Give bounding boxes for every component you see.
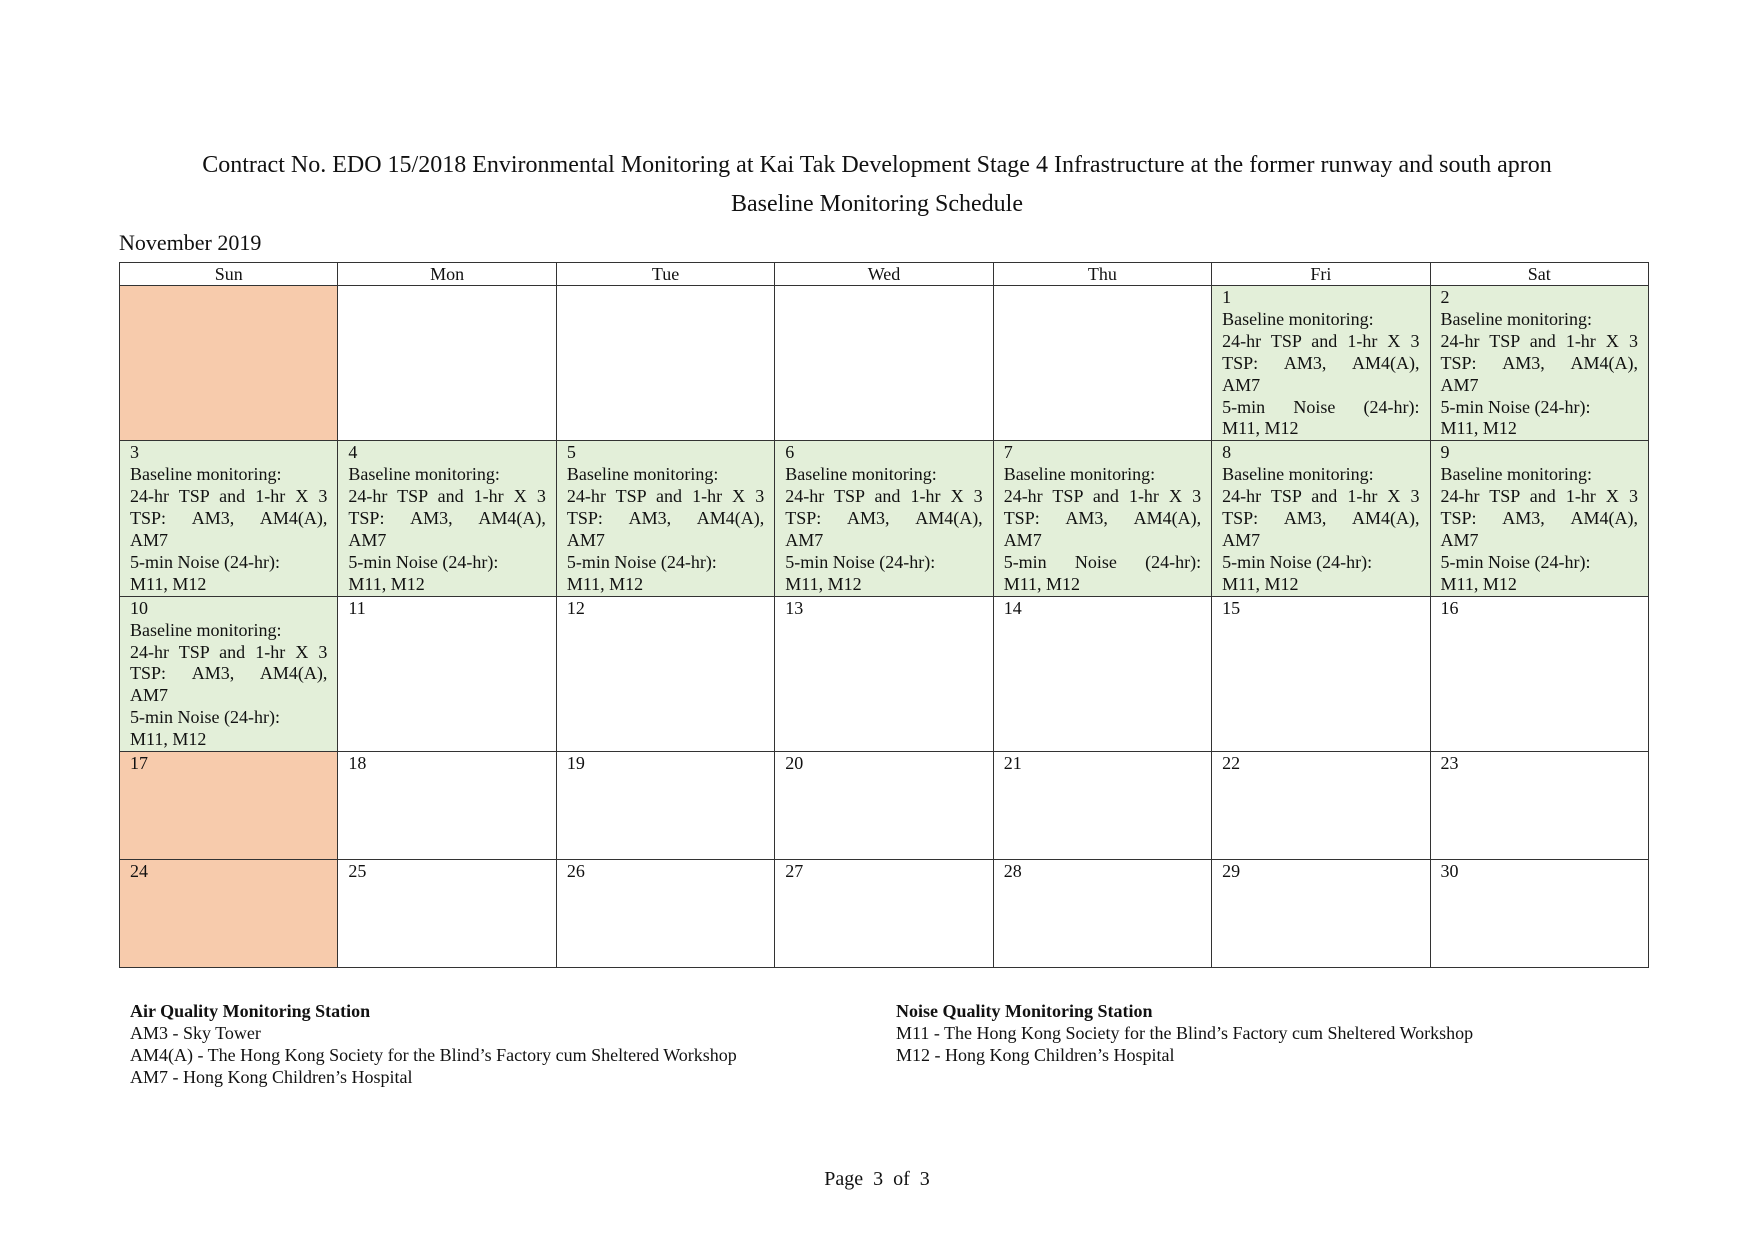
monitoring-entry bbox=[1441, 309, 1638, 440]
calendar-day-cell bbox=[993, 752, 1211, 860]
entry-tsp-stations: TSP: AM3, AM4(A), bbox=[1222, 352, 1420, 373]
calendar-day-cell bbox=[1430, 441, 1648, 596]
entry-noise-line: 5-min Noise (24-hr): bbox=[1222, 551, 1373, 572]
calendar-day-cell bbox=[775, 596, 993, 751]
day-number: 16 bbox=[1440, 597, 1459, 618]
entry-tsp-stations: TSP: AM3, AM4(A), bbox=[348, 508, 546, 529]
calendar-day-cell bbox=[556, 441, 774, 596]
entry-noise-line: 5-min Noise (24-hr): bbox=[130, 707, 280, 728]
entry-noise-line: 5-min Noise (24-hr): bbox=[785, 551, 936, 572]
weekday-header: Thu bbox=[993, 263, 1211, 286]
entry-noise-line: 5-min Noise (24-hr): bbox=[566, 551, 717, 572]
day-number: 9 bbox=[1440, 442, 1450, 463]
entry-tsp-line: 24-hr TSP and 1-hr X 3 bbox=[130, 641, 328, 662]
entry-tsp-last: AM7 bbox=[130, 685, 169, 706]
entry-tsp-stations: TSP: AM3, AM4(A), bbox=[130, 663, 328, 684]
entry-noise-stations: M11, M12 bbox=[1440, 418, 1517, 439]
monitoring-entry bbox=[1441, 464, 1638, 595]
entry-tsp-last: AM7 bbox=[785, 529, 824, 550]
day-number: 14 bbox=[1003, 597, 1022, 618]
entry-tsp-last: AM7 bbox=[1440, 529, 1479, 550]
day-number: 15 bbox=[1222, 597, 1241, 618]
entry-noise-stations: M11, M12 bbox=[785, 573, 862, 594]
entry-noise-line: 5-min Noise (24-hr): bbox=[1222, 396, 1420, 417]
entry-title: Baseline monitoring: bbox=[1222, 464, 1374, 485]
calendar-day-cell bbox=[1212, 860, 1430, 968]
calendar-day-cell bbox=[775, 860, 993, 968]
entry-tsp-stations: TSP: AM3, AM4(A), bbox=[566, 508, 765, 529]
day-number: 18 bbox=[348, 753, 367, 774]
day-number: 24 bbox=[130, 861, 148, 882]
day-number: 6 bbox=[785, 442, 795, 463]
calendar-day-cell bbox=[1212, 752, 1430, 860]
month-label: November 2019 bbox=[119, 230, 262, 255]
day-number: 11 bbox=[348, 597, 366, 618]
entry-noise-stations: M11, M12 bbox=[1222, 573, 1299, 594]
calendar-day-cell bbox=[556, 860, 774, 968]
weekday-header: Wed bbox=[775, 263, 993, 286]
page-number: Page 3 of 3 bbox=[824, 1168, 930, 1190]
monitoring-entry bbox=[130, 620, 327, 751]
entry-tsp-last: AM7 bbox=[1003, 529, 1042, 550]
entry-noise-line: 5-min Noise (24-hr): bbox=[1440, 396, 1591, 417]
entry-title: Baseline monitoring: bbox=[1440, 464, 1593, 485]
day-number: 23 bbox=[1440, 753, 1459, 774]
entry-noise-stations: M11, M12 bbox=[348, 573, 425, 594]
day-number: 2 bbox=[1440, 287, 1450, 307]
entry-noise-stations: M11, M12 bbox=[1440, 573, 1517, 594]
entry-noise-line: 5-min Noise (24-hr): bbox=[130, 551, 280, 572]
monitoring-entry bbox=[348, 464, 545, 595]
legend-heading: Noise Quality Monitoring Station bbox=[896, 1001, 1153, 1021]
monitoring-entry bbox=[1222, 464, 1419, 595]
calendar-day-cell bbox=[1212, 286, 1430, 441]
day-number: 5 bbox=[566, 442, 576, 463]
day-number: 27 bbox=[785, 861, 804, 882]
entry-noise-line: 5-min Noise (24-hr): bbox=[1440, 551, 1591, 572]
calendar-day-cell bbox=[120, 441, 338, 596]
entry-tsp-stations: TSP: AM3, AM4(A), bbox=[1003, 508, 1202, 529]
calendar-day-cell bbox=[1212, 596, 1430, 751]
weekday-header: Tue bbox=[556, 263, 774, 286]
calendar-empty-cell bbox=[993, 286, 1211, 441]
calendar-day-cell bbox=[120, 752, 338, 860]
calendar-day-cell bbox=[120, 596, 338, 751]
monitoring-entry bbox=[130, 464, 327, 595]
day-number: 20 bbox=[785, 753, 804, 774]
day-number: 19 bbox=[566, 753, 585, 774]
entry-tsp-stations: TSP: AM3, AM4(A), bbox=[1222, 508, 1420, 529]
entry-tsp-line: 24-hr TSP and 1-hr X 3 bbox=[1003, 486, 1202, 507]
legend-item: AM3 - Sky Tower bbox=[130, 1023, 261, 1043]
monitoring-entry bbox=[567, 464, 764, 595]
monitoring-entry bbox=[1004, 464, 1201, 595]
calendar-empty-cell bbox=[338, 286, 556, 441]
calendar-empty-cell bbox=[775, 286, 993, 441]
entry-title: Baseline monitoring: bbox=[566, 464, 719, 485]
calendar-week-row bbox=[120, 441, 1649, 596]
day-number: 7 bbox=[1003, 442, 1013, 463]
noise-quality-legend bbox=[896, 1000, 1473, 1066]
calendar-week-row bbox=[120, 752, 1649, 860]
calendar-day-cell bbox=[1430, 596, 1648, 751]
monitoring-entry bbox=[785, 464, 982, 595]
weekday-header: Sun bbox=[120, 263, 338, 286]
air-quality-legend bbox=[130, 1000, 737, 1088]
day-number: 4 bbox=[348, 442, 358, 463]
calendar-day-cell bbox=[120, 860, 338, 968]
entry-tsp-line: 24-hr TSP and 1-hr X 3 bbox=[1440, 330, 1638, 351]
weekday-header: Sat bbox=[1430, 263, 1648, 286]
entry-tsp-last: AM7 bbox=[348, 529, 387, 550]
entry-noise-line: 5-min Noise (24-hr): bbox=[348, 551, 499, 572]
legend-heading: Air Quality Monitoring Station bbox=[130, 1001, 371, 1021]
calendar-day-cell bbox=[1430, 752, 1648, 860]
entry-tsp-line: 24-hr TSP and 1-hr X 3 bbox=[1222, 330, 1420, 351]
entry-noise-stations: M11, M12 bbox=[566, 573, 644, 594]
entry-tsp-line: 24-hr TSP and 1-hr X 3 bbox=[566, 486, 765, 507]
day-number: 3 bbox=[130, 442, 139, 463]
legend-item: M11 - The Hong Kong Society for the Blind’s Factory cum Sheltered Workshop bbox=[896, 1023, 1474, 1043]
day-number: 21 bbox=[1003, 753, 1022, 774]
entry-title: Baseline monitoring: bbox=[130, 464, 282, 485]
day-number: 1 bbox=[1222, 287, 1232, 307]
entry-noise-stations: M11, M12 bbox=[130, 573, 207, 594]
calendar-day-cell bbox=[1430, 860, 1648, 968]
monitoring-entry bbox=[1222, 309, 1419, 440]
entry-title: Baseline monitoring: bbox=[785, 464, 937, 485]
entry-tsp-stations: TSP: AM3, AM4(A), bbox=[130, 508, 328, 529]
day-number: 13 bbox=[785, 597, 804, 618]
weekday-header: Fri bbox=[1212, 263, 1430, 286]
entry-tsp-stations: TSP: AM3, AM4(A), bbox=[1440, 352, 1638, 373]
day-number: 25 bbox=[348, 861, 367, 882]
entry-tsp-last: AM7 bbox=[1222, 529, 1261, 550]
entry-title: Baseline monitoring: bbox=[1440, 308, 1593, 329]
day-number: 26 bbox=[566, 861, 585, 882]
entry-noise-stations: M11, M12 bbox=[130, 729, 207, 750]
day-number: 8 bbox=[1222, 442, 1232, 463]
calendar-day-cell bbox=[1430, 286, 1648, 441]
calendar-day-cell bbox=[993, 441, 1211, 596]
document-title: Contract No. EDO 15/2018 Environmental Monitoring at Kai Tak Development Stage 4 Infrastructure at the former runway and south apron bbox=[202, 152, 1552, 178]
calendar-week-row bbox=[120, 596, 1649, 751]
day-number: 28 bbox=[1003, 861, 1022, 882]
calendar-day-cell bbox=[338, 441, 556, 596]
document-subtitle: Baseline Monitoring Schedule bbox=[731, 191, 1023, 217]
entry-tsp-stations: TSP: AM3, AM4(A), bbox=[785, 508, 983, 529]
entry-tsp-line: 24-hr TSP and 1-hr X 3 bbox=[130, 486, 328, 507]
calendar-day-cell bbox=[993, 860, 1211, 968]
legend-item: M12 - Hong Kong Children’s Hospital bbox=[896, 1045, 1175, 1065]
calendar-table bbox=[119, 262, 1649, 968]
calendar-empty-cell bbox=[556, 286, 774, 441]
legend-item: AM7 - Hong Kong Children’s Hospital bbox=[130, 1067, 413, 1087]
calendar-day-cell bbox=[556, 752, 774, 860]
day-number: 12 bbox=[566, 597, 585, 618]
calendar-day-cell bbox=[338, 752, 556, 860]
calendar-day-cell bbox=[1212, 441, 1430, 596]
day-number: 30 bbox=[1440, 861, 1459, 882]
calendar-day-cell bbox=[775, 752, 993, 860]
day-number: 22 bbox=[1222, 753, 1241, 774]
weekday-header-row bbox=[120, 263, 1649, 286]
day-number: 29 bbox=[1222, 861, 1241, 882]
calendar-week-row bbox=[120, 286, 1649, 441]
calendar-week-row bbox=[120, 860, 1649, 968]
entry-tsp-line: 24-hr TSP and 1-hr X 3 bbox=[785, 486, 983, 507]
entry-tsp-line: 24-hr TSP and 1-hr X 3 bbox=[348, 486, 546, 507]
entry-noise-stations: M11, M12 bbox=[1222, 418, 1299, 439]
entry-title: Baseline monitoring: bbox=[1003, 464, 1156, 485]
weekday-header: Mon bbox=[338, 263, 556, 286]
entry-title: Baseline monitoring: bbox=[130, 619, 282, 640]
calendar-day-cell bbox=[338, 860, 556, 968]
calendar-day-cell bbox=[993, 596, 1211, 751]
entry-title: Baseline monitoring: bbox=[1222, 308, 1374, 329]
entry-tsp-last: AM7 bbox=[1222, 374, 1261, 395]
entry-tsp-stations: TSP: AM3, AM4(A), bbox=[1440, 508, 1638, 529]
entry-noise-stations: M11, M12 bbox=[1003, 573, 1081, 594]
entry-tsp-line: 24-hr TSP and 1-hr X 3 bbox=[1440, 486, 1638, 507]
calendar-empty-cell bbox=[120, 286, 338, 441]
calendar-day-cell bbox=[338, 596, 556, 751]
entry-tsp-last: AM7 bbox=[566, 529, 605, 550]
entry-title: Baseline monitoring: bbox=[348, 464, 500, 485]
entry-noise-line: 5-min Noise (24-hr): bbox=[1003, 551, 1202, 572]
calendar-day-cell bbox=[775, 441, 993, 596]
day-number: 17 bbox=[130, 753, 148, 774]
day-number: 10 bbox=[130, 597, 148, 618]
entry-tsp-line: 24-hr TSP and 1-hr X 3 bbox=[1222, 486, 1420, 507]
entry-tsp-last: AM7 bbox=[1440, 374, 1479, 395]
calendar-day-cell bbox=[556, 596, 774, 751]
legend-item: AM4(A) - The Hong Kong Society for the Blind’s Factory cum Sheltered Workshop bbox=[130, 1045, 737, 1065]
entry-tsp-last: AM7 bbox=[130, 529, 169, 550]
